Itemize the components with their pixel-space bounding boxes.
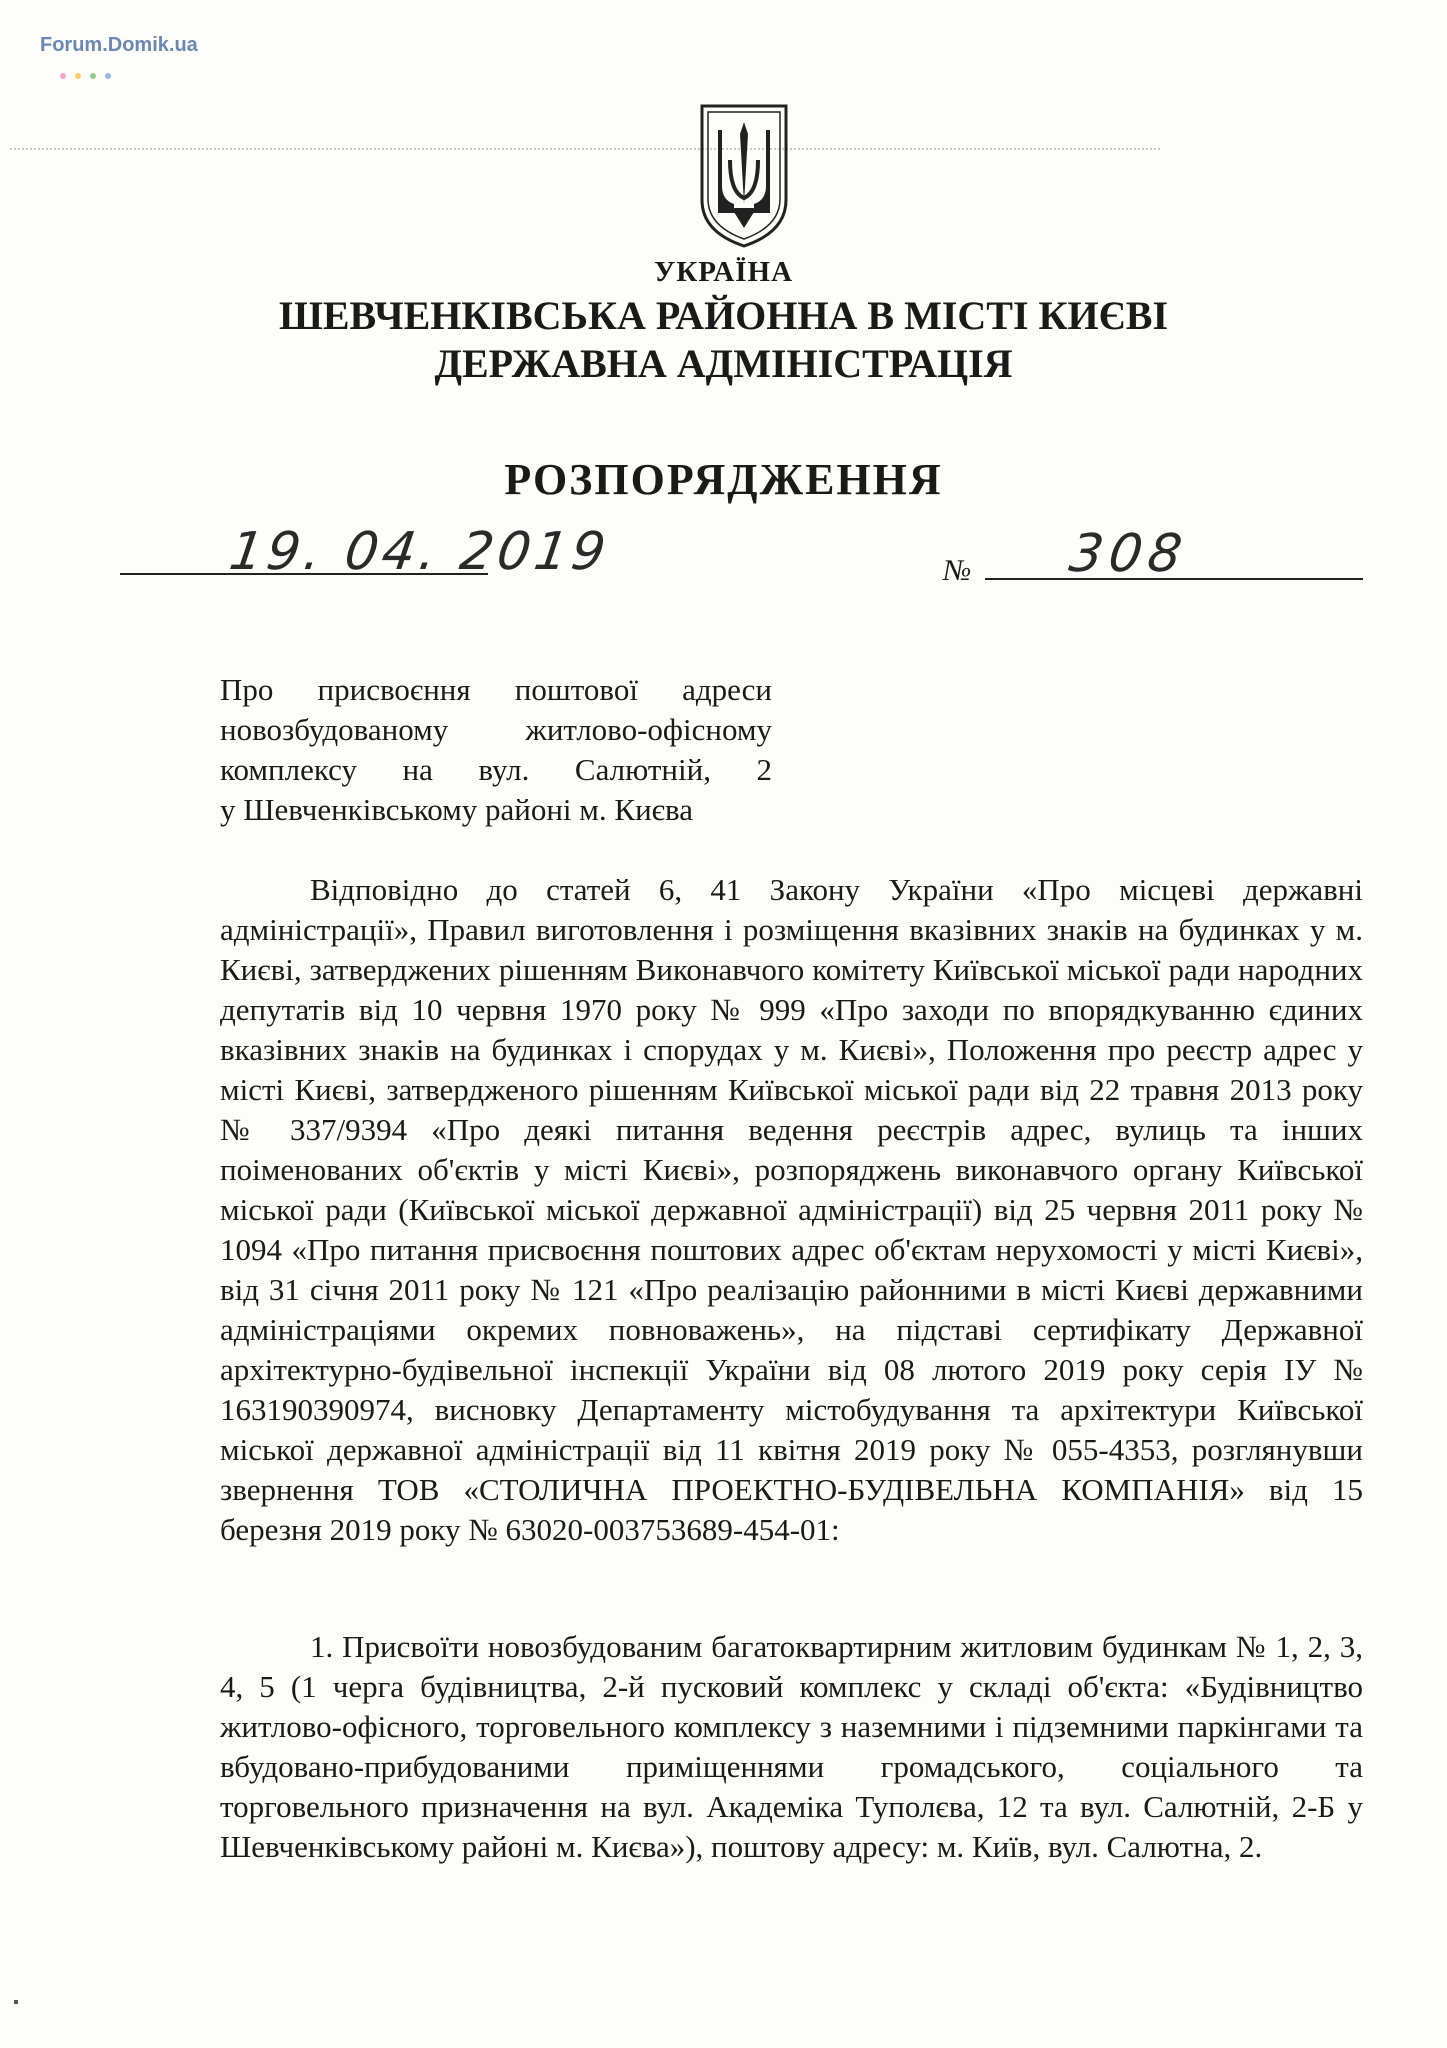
scan-artifact-dot (14, 2000, 18, 2004)
date-underline (120, 573, 488, 575)
watermark-dot (60, 73, 66, 79)
subject-block (220, 670, 772, 830)
handwritten-order-number: 308 (1065, 524, 1192, 584)
scan-artifact-dotted-line (10, 148, 1160, 150)
trident-coat-of-arms-icon (694, 100, 794, 250)
number-sign: № (943, 554, 972, 587)
organization-title-line2: ДЕРЖАВНА АДМІНІСТРАЦІЯ (434, 341, 1013, 386)
country-heading: УКРАЇНА (653, 256, 794, 288)
clause-1-paragraph: 1. Присвоїти новозбудованим багатоквартирним житловим будинкам № 1, 2, 3, 4, 5 (1 черга будівництва, 2-й пусковий комплекс у складі об'єкта: «Будівництво житлово-офісного, торговельного комплексу з наземними і підземними паркінгами та вбудовано-прибудованими приміщеннями громадського, соціального та торговельного призначення на вул. Академіка Туполєва, 12 та вул. Салютній, 2-Б у Шевченківському районі м. Києва»), поштову адресу: м. Київ, вул. Салютна, 2. (220, 1629, 1363, 1864)
preamble-paragraph: Відповідно до статей 6, 41 Закону України «Про місцеві державні адміністрації», Правил виготовлення і розміщення вказівних знаків на будинках у м. Києві, затверджених рішенням Виконавчого комітету Київської міської ради народних депутатів від 10 червня 1970 року № 999 «Про заходи по впорядкуванню єдиних вказівних знаків на будинках і спорудах у м. Києві», Положення про реєстр адрес у місті Києві, затвердженого рішенням Київської міської ради від 22 травня 2013 року № 337/9394 «Про деякі питання ведення реєстрів адрес, вулиць та інших поіменованих об'єктів у місті Києві», розпоряджень виконавчого органу Київської міської ради (Київської міської державної адміністрації) від 25 червня 2011 року № 1094 «Про питання присвоєння поштових адрес об'єктам нерухомості у місті Києві», від 31 січня 2011 року № 121 «Про реалізацію районними в місті Києві державними адміністраціями окремих повноважень», на підставі сертифікату Державної архітектурно-будівельної інспекції України від 08 лютого 2019 року серія ІУ № 163190390974, висновку Департаменту містобудування та архітектури Київської міської державної адміністрації від 11 квітня 2019 року № 055-4353, розглянувши звернення ТОВ «СТОЛИЧНА ПРОЕКТНО-БУДІВЕЛЬНА КОМПАНІЯ» від 15 березня 2019 року № 63020-003753689-454-01: (220, 872, 1363, 1547)
watermark-dot (90, 73, 96, 79)
watermark-dots (60, 66, 120, 84)
subject-line: Про присвоєння поштової адреси (220, 672, 772, 707)
organization-title-line1: ШЕВЧЕНКІВСЬКА РАЙОННА В МІСТІ КИЄВІ (278, 293, 1169, 338)
number-underline (985, 578, 1363, 580)
watermark-dot (75, 73, 81, 79)
document-type-title: РОЗПОРЯДЖЕННЯ (504, 455, 943, 504)
forum-watermark: Forum.Domik.ua (40, 34, 198, 56)
watermark-dot (105, 73, 111, 79)
subject-line: новозбудованому житлово-офісному (220, 712, 772, 747)
subject-line: комплексу на вул. Салютній, 2 (220, 752, 772, 787)
handwritten-date: 19. 04. 2019 (225, 522, 614, 582)
subject-line: у Шевченківському районі м. Києва (220, 792, 693, 827)
